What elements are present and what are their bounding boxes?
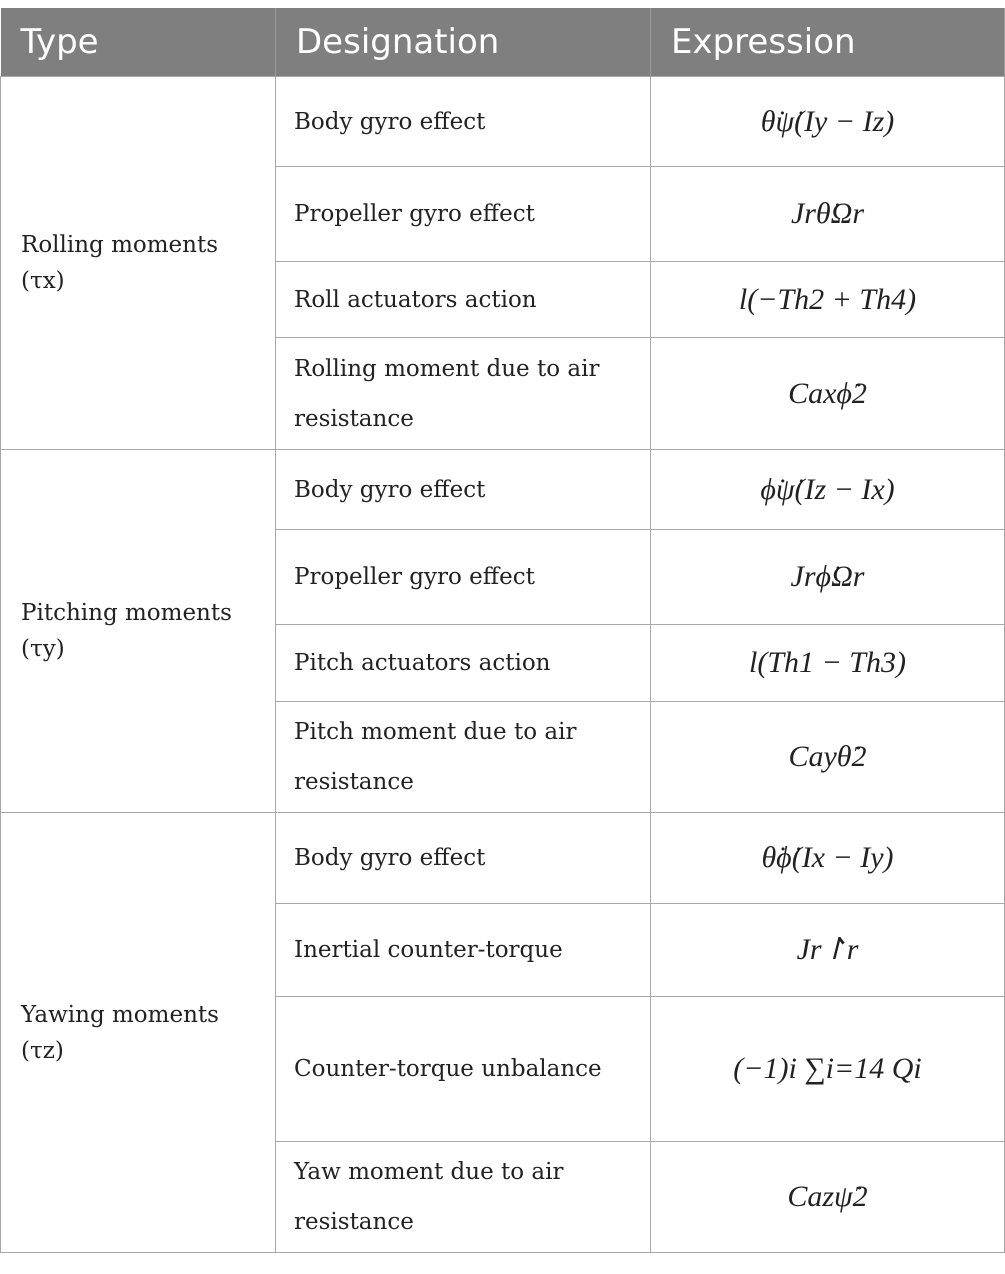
type-symbol: (τy)	[21, 636, 65, 662]
header-type: Type	[1, 8, 276, 77]
type-label: Pitching moments	[21, 600, 232, 626]
header-expression: Expression	[651, 8, 1005, 77]
expression-cell: l(−Th2 + Th4)	[651, 262, 1005, 338]
type-cell	[1, 813, 276, 1253]
designation-cell: Inertial counter-torque	[276, 904, 651, 997]
expression-cell: ϕ̇ψ̇(Iz − Ix)	[651, 450, 1005, 530]
type-symbol: (τz)	[21, 1037, 64, 1064]
expression-cell: Jrϕ̇Ωr	[651, 530, 1005, 625]
expression-cell: θ̇ϕ̇(Ix − Iy)	[651, 813, 1005, 904]
designation-cell: Propeller gyro effect	[276, 167, 651, 262]
table-row	[1, 450, 1005, 530]
designation-cell: Pitch moment due to air resistance	[276, 702, 651, 813]
designation-cell: Counter-torque unbalance	[276, 997, 651, 1142]
expression-cell: Caxϕ̇2	[651, 338, 1005, 450]
designation-cell: Rolling moment due to air resistance	[276, 338, 651, 450]
expression-cell: Jr↾r	[651, 904, 1005, 997]
type-label: Rolling moments	[21, 232, 219, 258]
type-symbol: (τx)	[21, 268, 65, 294]
designation-cell: Pitch actuators action	[276, 625, 651, 702]
table-row	[1, 813, 1005, 904]
designation-cell: Body gyro effect	[276, 450, 651, 530]
table-row	[1, 77, 1005, 167]
designation-cell: Body gyro effect	[276, 77, 651, 167]
expression-cell: l(Th1 − Th3)	[651, 625, 1005, 702]
header-row	[1, 8, 1005, 77]
designation-cell: Roll actuators action	[276, 262, 651, 338]
type-cell	[1, 450, 276, 813]
moments-table	[0, 8, 1005, 1253]
expression-cell: Cayθ̇2	[651, 702, 1005, 813]
expression-cell: (−1)i ∑i=14 Qi	[651, 997, 1005, 1142]
type-cell	[1, 77, 276, 450]
designation-cell: Yaw moment due to air resistance	[276, 1142, 651, 1253]
header-designation: Designation	[276, 8, 651, 77]
type-label: Yawing moments	[21, 1001, 219, 1028]
expression-cell: θ̇ψ̇(Iy − Iz)	[651, 77, 1005, 167]
designation-cell: Propeller gyro effect	[276, 530, 651, 625]
expression-cell: Jrθ̇Ωr	[651, 167, 1005, 262]
expression-cell: Cazψ̇2	[651, 1142, 1005, 1253]
designation-cell: Body gyro effect	[276, 813, 651, 904]
